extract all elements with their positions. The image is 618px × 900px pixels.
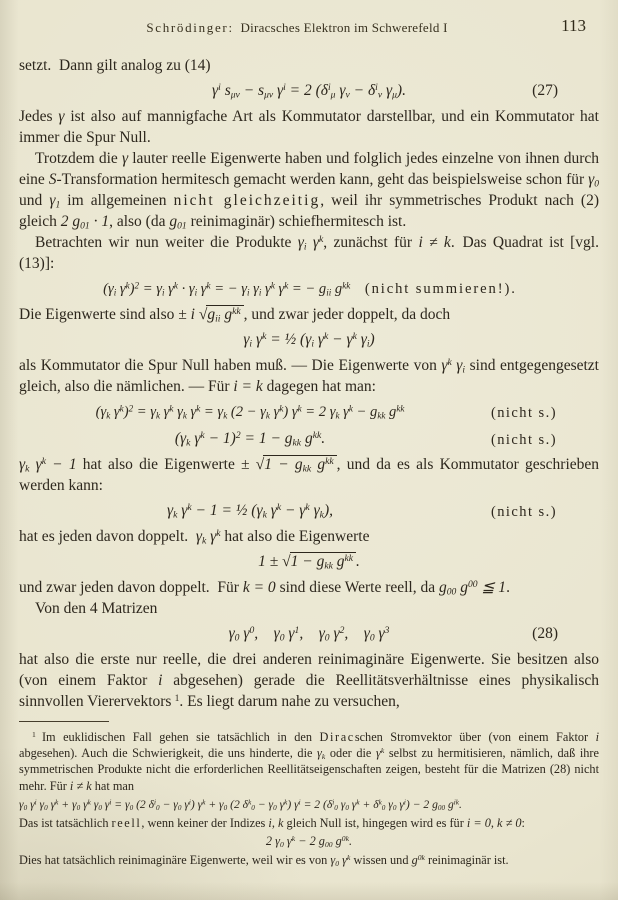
display-equation	[19, 328, 599, 352]
paragraph: als Kommutator die Spur Null haben muß. — Die Eigenwerte von $\gamma^k$ $\gamma_i$ sind entgegengesetzt gleich, also die nämlichen. — Für i = k dagegen hat man:	[19, 357, 599, 395]
equation-number: (28)	[532, 625, 558, 642]
footnote-rule	[19, 721, 109, 722]
paragraph: setzt. Dann gilt analog zu (14)	[19, 57, 211, 74]
footnote-paragraph: $^1$ Im euklidischen Fall gehen sie tatsächlich in den Diracschen Stromvektor über (von einem Faktor i abgesehen). Auch die Schwierigkeit, die uns hinderte, die $\gamma_k$ oder die $\gamma^k$ selbst zu hermitisieren, nämlich, daß ihre symmetrischen Produkte nicht die erforderlichen Reellitätseigenschaften zeigen, besteht für die Matrizen (28) nicht mehr. Für i ≠ k hat man	[19, 730, 600, 793]
paragraph: Die Eigenwerte sind also ± i $√g_{ii}$ $g^{kk}$ , und zwar jeder doppelt, da doch	[19, 306, 451, 325]
display-equation	[19, 79, 599, 103]
footnote-paragraph: Dies hat tatsächlich reinimaginäre Eigenwerte, weil wir es von $\gamma_0$ $\gamma^k$ wissen und $g^{0k}$ reinimaginär ist.	[19, 853, 509, 869]
paragraph: hat also die erste nur reelle, die drei anderen reinimaginäre Eigenwerte. Sie besitzen also (von einem Faktor i abgesehen) gerade die Reellitätsverhältnisse eines physikalisch sinnvollen Vierervektors $^1$. Es liegt darum nahe zu versuchen,	[19, 651, 599, 710]
equation-note: (nicht s.)	[490, 405, 557, 421]
equation-body: ($\gamma_i$ $\gamma^k)^2 = \gamma_i$ $\gamma^k \cdot \gamma_i$ $\gamma^k$ = − $\gamma_i$ $\gamma_i$ $\gamma^k$ $\gamma^k$ = − $g_{ii}$ $g^{kk}$ (nicht summieren!).	[103, 280, 515, 298]
equation-number: (27)	[532, 82, 558, 99]
display-equation	[19, 400, 599, 424]
equation-body: ($\gamma_k$ $\gamma^k - 1)^2 = 1 - g_{kk}$ $g^{kk}$.	[174, 430, 326, 449]
running-header: Schrödinger: Diracsches Elektron im Schwerefeld I	[146, 20, 448, 35]
footnote-equation	[19, 833, 599, 850]
paragraph: $\gamma_k$ $\gamma^k - 1$ hat also die Eigenwerte ± $√1 - g_{kk}$ $g^{kk}$ , und da es als Kommutator geschrieben werden kann:	[19, 456, 600, 494]
equation-note: (nicht s.)	[490, 504, 557, 520]
display-equation	[19, 550, 599, 574]
display-equation	[19, 622, 599, 646]
footnote-section	[19, 721, 599, 868]
equation-body: $\gamma_k$ $\gamma^k - 1$ = ½ ($\gamma_k$ $\gamma^k - \gamma^k$ $\gamma_k$),	[167, 502, 333, 521]
paragraph: Betrachten wir nun weiter die Produkte $\gamma_i$ $\gamma^k$, zunächst für i ≠ k. Das Quadrat ist [vgl. (13)]:	[19, 234, 599, 272]
display-equation	[19, 427, 599, 451]
display-equation	[19, 499, 599, 523]
equation-body: 2 $\gamma_0$ $\gamma^k - 2$ $g_{00}$ $g^{0k}$.	[265, 834, 353, 850]
paragraph: Trotzdem die γ lauter reelle Eigenwerte haben und folglich jedes einzelne von ihnen durch eine S-Transformation hermitesch gemacht werden kann, geht das beispielsweise schon für $\gamma_0$ und $\gamma_1$ im allgemeinen nicht gleichzeitig, weil ihr symmetrisches Produkt nach (2) gleich 2 $g_{01} \cdot 1$, also (da $g_{01}$ reinimaginär) schiefhermitesch ist.	[19, 150, 599, 232]
footnote-paragraph: Das ist tatsächlich reell, wenn keiner der Indizes i, k gleich Null ist, hingegen wird es für i = 0, k ≠ 0:	[19, 815, 525, 830]
equation-body: $\gamma^i$ $s_{\mu\nu} - s_{\mu\nu}$ $\gamma^i = 2$ ($\delta^i_\mu$ $\gamma_\nu - \delta^i_\nu$ $\gamma_\mu$).	[212, 82, 406, 101]
paragraph: Von den 4 Matrizen	[35, 600, 158, 617]
paragraph: und zwar jeden davon doppelt. Für k = 0 sind diese Werte reell, da $g_{00}$ $g^{00}$ ≦ 1.	[19, 579, 510, 598]
footnote-equation	[19, 796, 599, 813]
equation-body: $\gamma_0$ $\gamma^0$, $\gamma_0$ $\gamma^1$, $\gamma_0$ $\gamma^2$, $\gamma_0$ $\gamma^3$	[228, 625, 390, 644]
page-header	[0, 0, 618, 46]
equation-body: $\gamma_i$ $\gamma^k$ = ½ ($\gamma_i$ $\gamma^k - \gamma^k$ $\gamma_i$)	[243, 331, 375, 350]
page-number: 113	[561, 16, 586, 35]
equation-body: $\gamma_0$ $\gamma^i$ $\gamma_0$ $\gamma^k + \gamma_0$ $\gamma^k$ $\gamma_0$ $\gamma^i = \gamma_0$ (2 $\delta^i_0 - \gamma_0$ $\gamma^i$) $\gamma^k + \gamma_0$ (2 $\delta^k_0 - \gamma_0$ $\gamma^k$) $\gamma^i = 2$ ($\delta^i_0$ $\gamma_0$ $\gamma^k + \delta^k_0$ $\gamma_0$ $\gamma^i) - 2$ $g_{00}$ $g^{ik}$.	[19, 797, 462, 812]
page-body	[19, 55, 599, 712]
paragraph: hat es jeden davon doppelt. $\gamma_k$ $\gamma^k$ hat also die Eigenwerte	[19, 528, 370, 547]
equation-body: ($\gamma_k$ $\gamma^k)^2 = \gamma_k$ $\gamma^k$ $\gamma_k$ $\gamma^k = \gamma_k$ ($2 - \gamma_k$ $\gamma^k$) $\gamma^k = 2$ $\gamma_k$ $\gamma^k - g_{kk}$ $g^{kk}$	[95, 403, 405, 421]
paragraph: Jedes γ ist also auf mannigfache Art als Kommutator darstellbar, und ein Kommutator hat immer die Spur Null.	[19, 108, 599, 146]
display-equation	[19, 277, 599, 301]
equation-body: $1 \pm √1 - g_{kk}$ $g^{kk}$ .	[258, 553, 360, 572]
equation-note: (nicht s.)	[490, 432, 557, 448]
